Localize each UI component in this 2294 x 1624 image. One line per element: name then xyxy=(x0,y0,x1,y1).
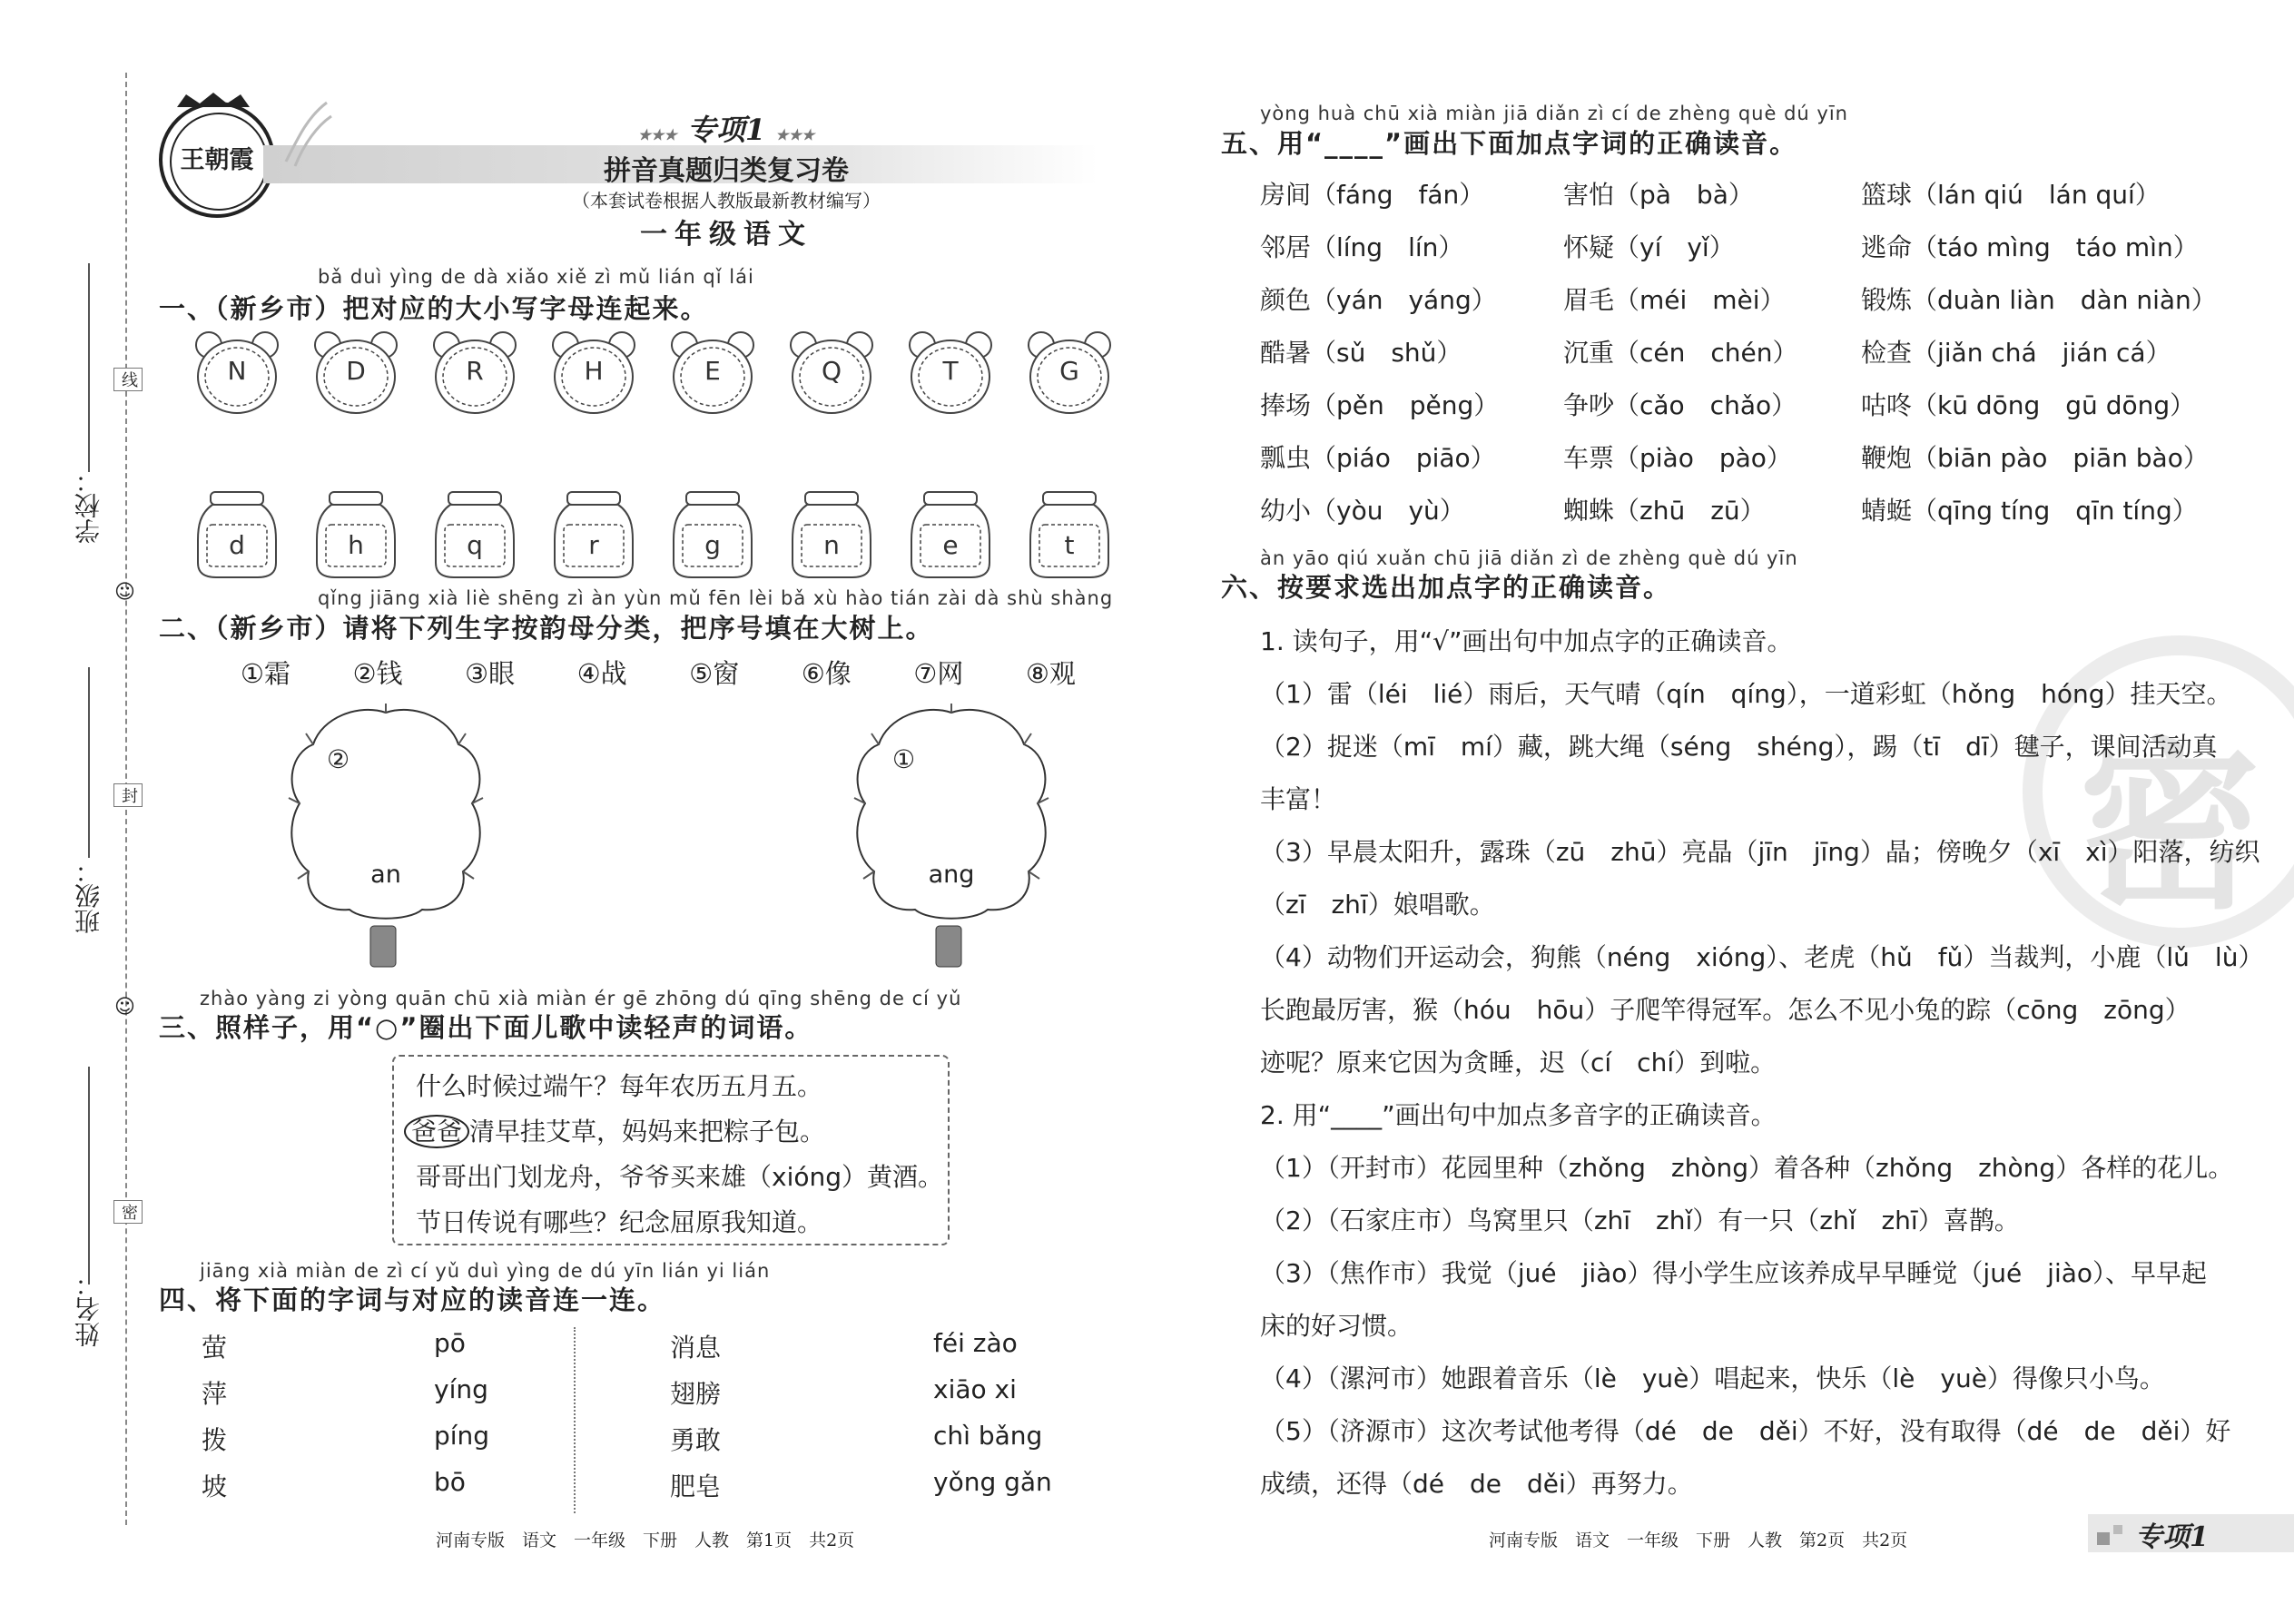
footer-left: 河南专版 语文 一年级 下册 人教 第1页 共2页 xyxy=(436,1530,855,1550)
tree-ang-number: ① xyxy=(892,744,916,774)
ribbon-decoration xyxy=(281,98,336,171)
jar-letter: h xyxy=(348,530,364,560)
q6-line: 成绩，还得（dé de děi）再努力。 xyxy=(1260,1469,1693,1499)
q5-item[interactable]: 酷暑（sǔ shǔ） xyxy=(1260,338,1462,368)
tree-ang[interactable] xyxy=(842,699,1060,971)
logo-text: 王朝霞 xyxy=(180,146,254,174)
q5-item[interactable]: 争吵（cǎo chǎo） xyxy=(1563,390,1797,420)
q4-left-pinyin[interactable]: pō xyxy=(434,1328,466,1358)
q6-line: （1）（开封市）花园里种（zhǒng zhòng）着各种（zhǒng zhòng）各样的花儿。 xyxy=(1260,1153,2234,1183)
binding-ornament-icon: ☺ xyxy=(114,996,135,1019)
bear-card[interactable] xyxy=(549,327,638,416)
q3-line-4: 节日传说有哪些？纪念屈原我知道。 xyxy=(416,1207,823,1237)
bear-letter: N xyxy=(227,356,247,386)
jar-letter: n xyxy=(823,530,840,560)
jar-card[interactable] xyxy=(906,490,995,579)
tree-ang-label: ang xyxy=(928,861,975,889)
q4-right-word[interactable]: 肥皂 xyxy=(670,1471,722,1501)
jar-letter: e xyxy=(942,530,959,560)
q6-title: 六、按要求选出加点字的正确读音。 xyxy=(1221,572,1672,603)
bear-letter: G xyxy=(1059,356,1079,386)
tree-icon xyxy=(842,699,1060,971)
q4-left-pinyin[interactable]: yíng xyxy=(434,1374,488,1404)
q5-item[interactable]: 捧场（pěn pěng） xyxy=(1260,390,1500,420)
q4-right-word[interactable]: 消息 xyxy=(670,1333,722,1363)
q5-pinyin: yòng huà chū xià miàn jiā diǎn zì cí de zhèng què dú yīn xyxy=(1260,103,1848,124)
jar-card[interactable] xyxy=(311,490,400,579)
seal-mark-secret: 密 xyxy=(113,1200,143,1224)
q3-line-3: 哥哥出门划龙舟，爷爷买来雄（xióng）黄酒。 xyxy=(416,1162,944,1192)
q5-item[interactable]: 锻炼（duàn liàn dàn niàn） xyxy=(1861,285,2217,315)
q6-line: 迹呢？原来它因为贪睡，迟（cí chí）到啦。 xyxy=(1260,1048,1777,1078)
q6-line: 2. 用“____”画出句中加点多音字的正确读音。 xyxy=(1260,1100,1777,1130)
q6-line: （4）（漯河市）她跟着音乐（lè yuè）唱起来，快乐（lè yuè）得像只小鸟。 xyxy=(1260,1363,2165,1393)
jar-card[interactable] xyxy=(787,490,876,579)
q6-line: （5）（济源市）这次考试他考得（dé de děi）不好，没有取得（dé de děi）好 xyxy=(1260,1416,2231,1446)
q3-title: 三、照样子，用“○”圈出下面儿歌中读轻声的词语。 xyxy=(159,1012,813,1043)
q5-item[interactable]: 沉重（cén chén） xyxy=(1563,338,1798,368)
q1-title: 一、（新乡市）把对应的大小写字母连起来。 xyxy=(159,293,709,324)
footer-right: 河南专版 语文 一年级 下册 人教 第2页 共2页 xyxy=(1489,1530,1908,1550)
q6-line: 1. 读句子，用“√”画出句中加点字的正确读音。 xyxy=(1260,626,1793,656)
jar-card[interactable] xyxy=(192,490,281,579)
q2-char: ④战 xyxy=(576,658,627,689)
bear-letter: R xyxy=(466,356,484,386)
q4-right-pinyin[interactable]: féi zào xyxy=(933,1328,1018,1358)
bear-letter: D xyxy=(346,356,366,386)
q4-divider xyxy=(574,1327,576,1513)
tree-icon xyxy=(277,699,495,971)
bear-card[interactable] xyxy=(668,327,757,416)
seal-mark-seal: 封 xyxy=(113,783,143,807)
q5-item[interactable]: 蜻蜓（qīng tíng qīn tíng） xyxy=(1861,496,2198,526)
q5-item[interactable]: 害怕（pà bà） xyxy=(1563,180,1754,210)
seal-watermark-text: 密 xyxy=(2079,721,2261,934)
q5-item[interactable]: 蜘蛛（zhū zū） xyxy=(1563,496,1766,526)
q6-line: （zī zhī）娘唱歌。 xyxy=(1260,890,1495,920)
grade-title: 一年级语文 xyxy=(640,219,812,251)
q5-item[interactable]: 逃命（táo mìng táo mìn） xyxy=(1861,232,2199,262)
q4-left-pinyin[interactable]: bō xyxy=(434,1467,466,1497)
bear-letter: E xyxy=(704,356,721,386)
q4-right-pinyin[interactable]: yǒng gǎn xyxy=(933,1467,1052,1497)
jar-letter: t xyxy=(1064,530,1075,560)
q4-left-char[interactable]: 萍 xyxy=(202,1379,228,1409)
jar-card[interactable] xyxy=(668,490,757,579)
q2-char: ①霜 xyxy=(241,658,290,689)
q2-title: 二、（新乡市）请将下列生字按韵母分类，把序号填在大树上。 xyxy=(159,613,934,644)
q5-item[interactable]: 邻居（líng lín） xyxy=(1260,232,1464,262)
q4-right-pinyin[interactable]: xiāo xi xyxy=(933,1374,1017,1404)
q4-left-char[interactable]: 萤 xyxy=(202,1333,228,1363)
page-title: 拼音真题归类复习卷 xyxy=(604,155,849,187)
q6-line: （3）早晨太阳升，露珠（zū zhū）亮晶（jīn jīng）晶；傍晚夕（xī xì）阳落，纺织 xyxy=(1260,837,2260,867)
class-label: 班级： xyxy=(74,858,103,934)
q2-char: ③眼 xyxy=(465,658,516,689)
q6-line: （1）雷（léi lié）雨后，天气晴（qín qíng），一道彩虹（hǒng hóng）挂天空。 xyxy=(1260,679,2232,709)
q4-left-char[interactable]: 坡 xyxy=(202,1471,228,1501)
class-line xyxy=(88,667,90,858)
series-tag: ★★★ 专项1 ★★★ xyxy=(637,113,815,147)
q2-char: ⑦网 xyxy=(913,658,964,689)
q5-item[interactable]: 怀疑（yí yǐ） xyxy=(1563,232,1735,262)
name-label: 姓名： xyxy=(74,1271,103,1347)
q5-item[interactable]: 房间（fáng fán） xyxy=(1260,180,1485,210)
jar-letter: q xyxy=(467,530,483,560)
q4-title: 四、将下面的字词与对应的读音连一连。 xyxy=(159,1284,666,1315)
seal-mark-line: 线 xyxy=(113,368,143,391)
brand-logo xyxy=(159,102,275,218)
q2-char: ②钱 xyxy=(352,658,403,689)
corner-square-icon xyxy=(2097,1532,2110,1545)
crown-icon xyxy=(168,91,259,109)
jar-letter: r xyxy=(588,530,599,560)
school-label: 学校： xyxy=(74,468,103,544)
jar-card[interactable] xyxy=(549,490,638,579)
corner-tag: 专项1 xyxy=(2135,1521,2209,1553)
q6-line: （2）（石家庄市）鸟窝里只（zhī zhǐ）有一只（zhǐ zhī）喜鹊。 xyxy=(1260,1206,2020,1235)
bear-card[interactable] xyxy=(311,327,400,416)
q4-right-word[interactable]: 勇敢 xyxy=(670,1425,722,1455)
q6-line: 丰富！ xyxy=(1260,784,1337,814)
jar-letter: g xyxy=(704,530,721,560)
bear-letter: Q xyxy=(821,356,842,386)
tree-an[interactable] xyxy=(277,699,495,971)
bear-card[interactable] xyxy=(192,327,281,416)
q3-line-1: 什么时候过端午？每年农历五月五。 xyxy=(416,1071,823,1101)
q6-line: 长跑最厉害，猴（hóu hōu）子爬竿得冠军。怎么不见小兔的踪（cōng zōng） xyxy=(1260,995,2191,1025)
q5-item[interactable]: 瓢虫（piáo piāo） xyxy=(1260,443,1496,473)
q2-char: ⑧观 xyxy=(1025,658,1076,689)
q6-line: （2）捉迷（mī mí）藏，跳大绳（séng shéng），踢（tī dī）毽子，课间活动真 xyxy=(1260,732,2218,762)
q5-item[interactable]: 眉毛（méi mèi） xyxy=(1563,285,1786,315)
bear-card[interactable] xyxy=(906,327,995,416)
school-line xyxy=(88,263,90,472)
q5-item[interactable]: 车票（piào pào） xyxy=(1563,443,1792,473)
bear-card[interactable] xyxy=(787,327,876,416)
corner-square-icon xyxy=(2113,1525,2122,1534)
bear-card[interactable] xyxy=(1025,327,1114,416)
q4-right-word[interactable]: 翅膀 xyxy=(670,1379,722,1409)
bear-letter: T xyxy=(942,356,959,386)
bear-card[interactable] xyxy=(430,327,519,416)
q2-char: ⑥像 xyxy=(801,658,852,689)
q2-pinyin: qǐng jiāng xià liè shēng zì àn yùn mǔ fēn lèi bǎ xù hào tián zài dà shù shàng xyxy=(318,587,1114,609)
page-subtitle: （本套试卷根据人教版最新教材编写） xyxy=(572,190,881,212)
q6-line: 床的好习惯。 xyxy=(1260,1311,1413,1341)
q4-left-pinyin[interactable]: píng xyxy=(434,1421,490,1451)
q3-line-2: 爸爸 清早挂艾草，妈妈来把粽子包。 xyxy=(404,1112,825,1148)
q5-item[interactable]: 幼小（yòu yù） xyxy=(1260,496,1465,526)
q2-char-list xyxy=(241,654,1076,691)
bear-letter: H xyxy=(584,356,604,386)
q4-pinyin: jiāng xià miàn de zì cí yǔ duì yìng de dú yīn lián yi lián xyxy=(200,1260,771,1282)
q2-char: ⑤窗 xyxy=(689,658,740,689)
q3-pinyin: zhào yàng zi yòng quān chū xià miàn ér gē zhōng dú qīng shēng de cí yǔ xyxy=(200,988,962,1009)
q5-item[interactable]: 鞭炮（biān pào piān bào） xyxy=(1861,443,2209,473)
q5-item[interactable]: 篮球（lán qiú lán quí） xyxy=(1861,180,2161,210)
binding-ornament-icon: ☺ xyxy=(114,581,135,604)
q3-circled-word[interactable]: 爸爸 xyxy=(404,1115,469,1148)
q6-line: （3）（焦作市）我觉（jué jiào）得小学生应该养成早早睡觉（jué jiào）、早早起 xyxy=(1260,1258,2208,1288)
q5-item[interactable]: 咕咚（kū dōng gū dōng） xyxy=(1861,390,2196,420)
q1-pinyin: bǎ duì yìng de dà xiǎo xiě zì mǔ lián qǐ lái xyxy=(318,266,754,288)
q6-pinyin: àn yāo qiú xuǎn chū jiā diǎn zì de zhèng què dú yīn xyxy=(1260,547,1798,569)
q4-right-pinyin[interactable]: chì bǎng xyxy=(933,1421,1043,1451)
q4-left-char[interactable]: 拨 xyxy=(202,1425,228,1455)
jar-card[interactable] xyxy=(1025,490,1114,579)
q5-title: 五、用“____”画出下面加点字词的正确读音。 xyxy=(1221,128,1798,159)
tree-an-number: ② xyxy=(327,744,350,774)
q5-item[interactable]: 颜色（yán yáng） xyxy=(1260,285,1497,315)
jar-card[interactable] xyxy=(430,490,519,579)
jar-letter: d xyxy=(229,530,245,560)
q6-line: （4）动物们开运动会，狗熊（néng xióng）、老虎（hǔ fǔ）当裁判，小鹿（lǔ lù） xyxy=(1260,942,2264,972)
tree-an-label: an xyxy=(370,861,401,889)
name-line xyxy=(88,1067,90,1284)
q5-item[interactable]: 检查（jiǎn chá jián cá） xyxy=(1861,338,2171,368)
